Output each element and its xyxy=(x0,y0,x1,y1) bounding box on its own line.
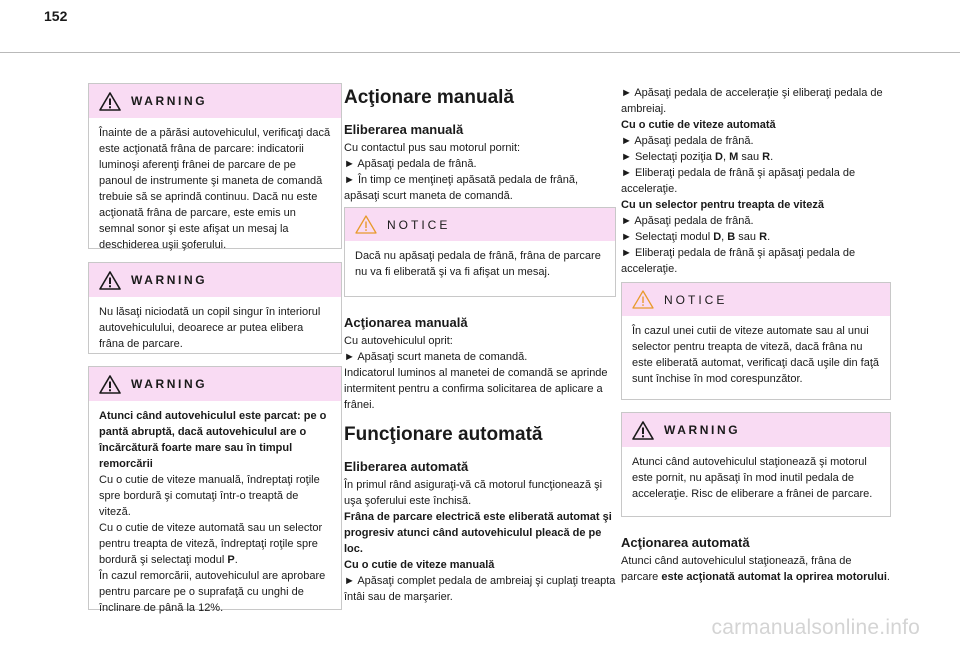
notice-label: NOTICE xyxy=(664,292,728,307)
warning-icon xyxy=(99,375,121,394)
notice-icon xyxy=(355,215,377,234)
warning-line: Cu o cutie de viteze manuală, îndreptaţi roţile spre bordură şi comutaţi într-o treaptă de viteză. xyxy=(99,474,320,518)
subsection-title-manual-apply: Acţionarea manuală xyxy=(344,315,468,330)
warning-box-2 xyxy=(88,262,342,354)
warning-text: Atunci când autovehiculul staţionează şi motorul este pornit, nu apăsaţi în mod inutil pedala de acceleraţie. Risc de eliberare a frânei de parcare. xyxy=(632,456,873,500)
warning-header xyxy=(622,413,890,447)
notice-header xyxy=(345,208,615,241)
warning-header xyxy=(89,263,341,297)
section-title-automatic: Funcţionare automată xyxy=(344,424,543,445)
warning-header xyxy=(89,84,341,118)
warning-line: Cu o cutie de viteze automată sau un selector pentru treapta de viteză, îndreptaţi roţile spre bordură şi selectaţi modul P. xyxy=(99,522,323,566)
warning-label: WARNING xyxy=(131,94,208,108)
watermark: carmanualsonline.info xyxy=(711,616,920,639)
warning-label: WARNING xyxy=(131,273,208,287)
subsection-title-auto-release: Eliberarea automată xyxy=(344,459,469,474)
warning-icon xyxy=(99,92,121,111)
notice-box-2 xyxy=(621,282,891,400)
warning-icon xyxy=(632,421,654,440)
warning-header xyxy=(89,367,341,401)
notice-label: NOTICE xyxy=(387,217,451,232)
notice-text: Dacă nu apăsaţi pedala de frână, frâna de parcare nu va fi eliberată şi va fi afişat un mesaj. xyxy=(355,250,601,278)
warning-line: În cazul remorcării, autovehiculul are aprobare pentru parcare pe o suprafaţă cu unghi de înclinare de până la 12%. xyxy=(99,570,326,614)
warning-box-3 xyxy=(88,366,342,614)
warning-text xyxy=(89,401,341,624)
auto-release-steps: ► Apăsaţi pedala de acceleraţie şi eliberaţi pedala de ambreiaj. Cu o cutie de viteze automată ► Apăsaţi pedala de frână. ► Selectaţi poziţia D, M sau R. ► Eliberaţi pedala de frână şi apăsaţi pedala de acceleraţie. Cu un selector pentru treapta de viteză ► Apăsaţi pedala de frână. ► Selectaţi modul D, B sau R. ► Eliberaţi pedala de frână şi apăsaţi pedala de acceleraţie. xyxy=(621,87,883,275)
section-title-manual: Acţionare manuală xyxy=(344,87,514,108)
warning-label: WARNING xyxy=(664,423,741,437)
auto-apply-text: Atunci când autovehiculul staţionează, frâna de parcare este acţionată automat la oprirea motorului. xyxy=(621,555,890,583)
header-divider xyxy=(0,52,960,53)
auto-release-text: În primul rând asiguraţi-vă că motorul funcţionează şi uşa şoferului este închisă. Frâna de parcare electrică este eliberată automat şi progresiv atunci când autovehiculul pleacă de pe loc. Cu o cutie de viteze manuală ► Apăsaţi complet pedala de ambreiaj şi cuplaţi treapta întâi sau de marşarier. xyxy=(344,479,616,603)
warning-text: Nu lăsaţi niciodată un copil singur în interiorul autovehiculului, deoarece ar putea elibera frâna de parcare. xyxy=(99,306,321,350)
subsection-title-manual-release: Eliberarea manuală xyxy=(344,122,464,137)
manual-release-text: Cu contactul pus sau motorul pornit: ► Apăsaţi pedala de frână. ► În timp ce menţineţi apăsată pedala de frână, apăsaţi scurt maneta de comandă. xyxy=(344,142,579,202)
manual-apply-text: Cu autovehiculul oprit: ► Apăsaţi scurt maneta de comandă. Indicatorul luminos al manetei de comandă se aprinde intermitent pentru a confirma solicitarea de aplicare a frânei. xyxy=(344,335,608,411)
notice-text: În cazul unei cutii de viteze automate sau al unui selector pentru treapta de viteză, dacă frâna nu este eliberată automat, verificaţi dacă uşile din faţă sunt închise în mod corespunzător. xyxy=(632,325,880,385)
page-number: 152 xyxy=(44,8,68,24)
warning-box-1 xyxy=(88,83,342,249)
notice-header xyxy=(622,283,890,316)
warning-icon xyxy=(99,271,121,290)
notice-icon xyxy=(632,290,654,309)
warning-box-4 xyxy=(621,412,891,517)
notice-box-1 xyxy=(344,207,616,297)
warning-text: Înainte de a părăsi autovehiculul, verificaţi dacă este acţionată frâna de parcare: indicatorii luminoşi aferenţi frânei de parcare de pe panoul de instrumente şi maneta de comandă trebuie să se aprindă continuu. Dacă nu este acţionată frâna de parcare, este emis un semnal sonor şi este afişat un mesaj la deschiderea uşii şoferului. xyxy=(99,127,331,251)
warning-bold-intro: Atunci când autovehiculul este parcat: pe o pantă abruptă, dacă autovehiculul are o încărcătură foarte mare sau în timpul remorcării xyxy=(99,410,327,470)
subsection-title-auto-apply: Acţionarea automată xyxy=(621,535,750,550)
warning-label: WARNING xyxy=(131,377,208,391)
